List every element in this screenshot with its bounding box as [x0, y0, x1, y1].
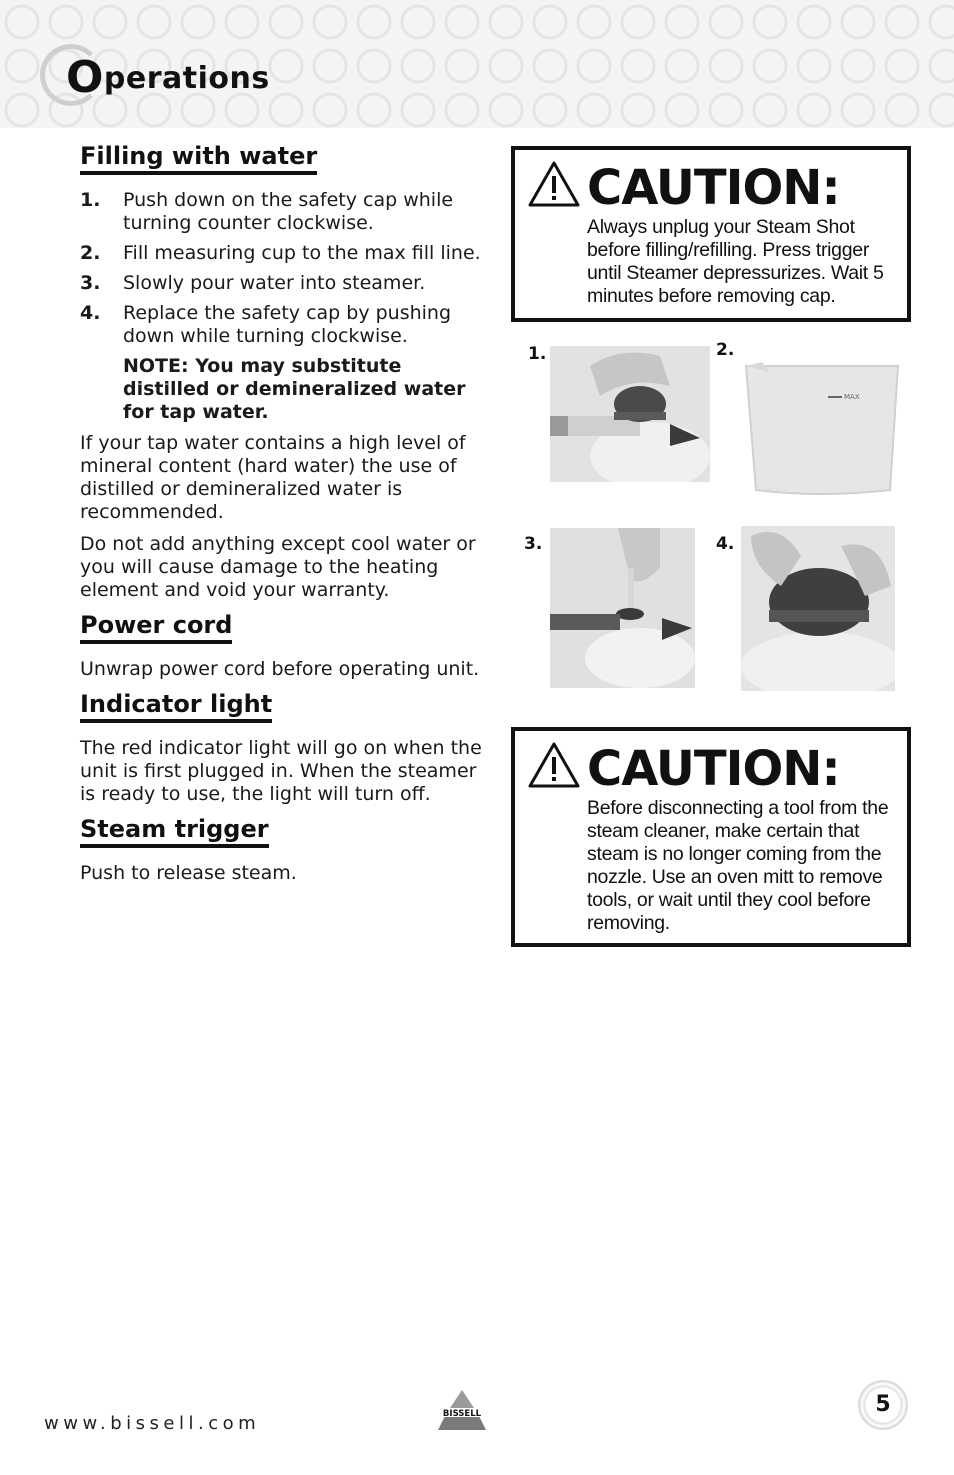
- step-number: 4.: [80, 302, 101, 324]
- instructions-column: [80, 142, 490, 894]
- photo-replace-cap: [741, 526, 895, 691]
- indicator-light-heading: Indicator light: [80, 690, 272, 723]
- page-title-initial: O: [66, 52, 104, 103]
- steam-trigger-heading: Steam trigger: [80, 815, 269, 848]
- caution-box-tools: [511, 727, 911, 947]
- filling-steps: [80, 189, 490, 348]
- step-text: Fill measuring cup to the max fill line.: [123, 242, 481, 264]
- caution-text: Always unplug your Steam Shot before filling/refilling. Press trigger until Steamer depressurizes. Wait 5 minutes before removing cap.: [587, 216, 884, 307]
- logo-wordmark: BISSELL: [442, 1409, 482, 1419]
- caution-title: CAUTION:: [587, 741, 840, 797]
- filling-step: [80, 242, 490, 265]
- measuring-cup-illustration: [742, 358, 902, 498]
- hard-water-paragraph: If your tap water contains a high level of mineral content (hard water) the use of distilled or demineralized water is recommended.: [80, 432, 466, 523]
- pour-water-illustration: [550, 528, 695, 688]
- replace-cap-illustration: [741, 526, 895, 691]
- filling-step: [80, 272, 490, 295]
- steamer-cap-illustration: [550, 346, 710, 482]
- photo-pour-water: [550, 528, 695, 688]
- step-text: Replace the safety cap by pushing down while turning clockwise.: [123, 302, 452, 347]
- photo-measuring-cup: [742, 358, 902, 498]
- figure-label: 3.: [524, 534, 543, 554]
- section-steam-trigger: [80, 815, 490, 885]
- caution-box-unplug: [511, 146, 911, 322]
- step-number: 3.: [80, 272, 101, 294]
- figure-label: 4.: [716, 534, 735, 554]
- power-cord-heading: Power cord: [80, 611, 232, 644]
- indicator-light-text: The red indicator light will go on when the unit is first plugged in. When the steamer is ready to use, the light will turn off.: [80, 737, 482, 805]
- step-number: 2.: [80, 242, 101, 264]
- figure-label: 2.: [716, 340, 735, 360]
- bissell-logo-icon: [430, 1388, 494, 1434]
- section-power-cord: [80, 611, 490, 681]
- step-number: 1.: [80, 189, 101, 211]
- caution-title: CAUTION:: [587, 160, 840, 216]
- step-text: Slowly pour water into steamer.: [123, 272, 426, 294]
- filling-step: [80, 189, 490, 235]
- section-filling: [80, 142, 490, 602]
- cup-max-marking: MAX: [844, 393, 860, 401]
- steam-trigger-text: Push to release steam.: [80, 862, 297, 884]
- page-title-rest: perations: [103, 61, 270, 96]
- cool-water-warning: Do not add anything except cool water or you will cause damage to the heating element and void your warranty.: [80, 533, 476, 601]
- warning-triangle-icon: [527, 741, 581, 789]
- section-indicator-light: [80, 690, 490, 806]
- page-number-badge: [858, 1380, 908, 1430]
- page-number: 5: [875, 1392, 891, 1417]
- page-title: [66, 52, 270, 103]
- power-cord-text: Unwrap power cord before operating unit.: [80, 658, 480, 680]
- figure-grid: [520, 340, 910, 695]
- caution-text: Before disconnecting a tool from the steam cleaner, make certain that steam is no longer coming from the nozzle. Use an oven mitt to remove tools, or wait until they cool before removing.: [587, 797, 889, 934]
- step-text: Push down on the safety cap while turning counter clockwise.: [123, 189, 454, 234]
- filling-step: [80, 302, 490, 348]
- warning-triangle-icon: [527, 160, 581, 208]
- filling-heading: Filling with water: [80, 142, 317, 175]
- photo-remove-cap: [550, 346, 710, 482]
- figure-label: 1.: [528, 344, 547, 364]
- filling-note: NOTE: You may substitute distilled or demineralized water for tap water.: [123, 355, 466, 423]
- footer-url: www.bissell.com: [44, 1413, 261, 1434]
